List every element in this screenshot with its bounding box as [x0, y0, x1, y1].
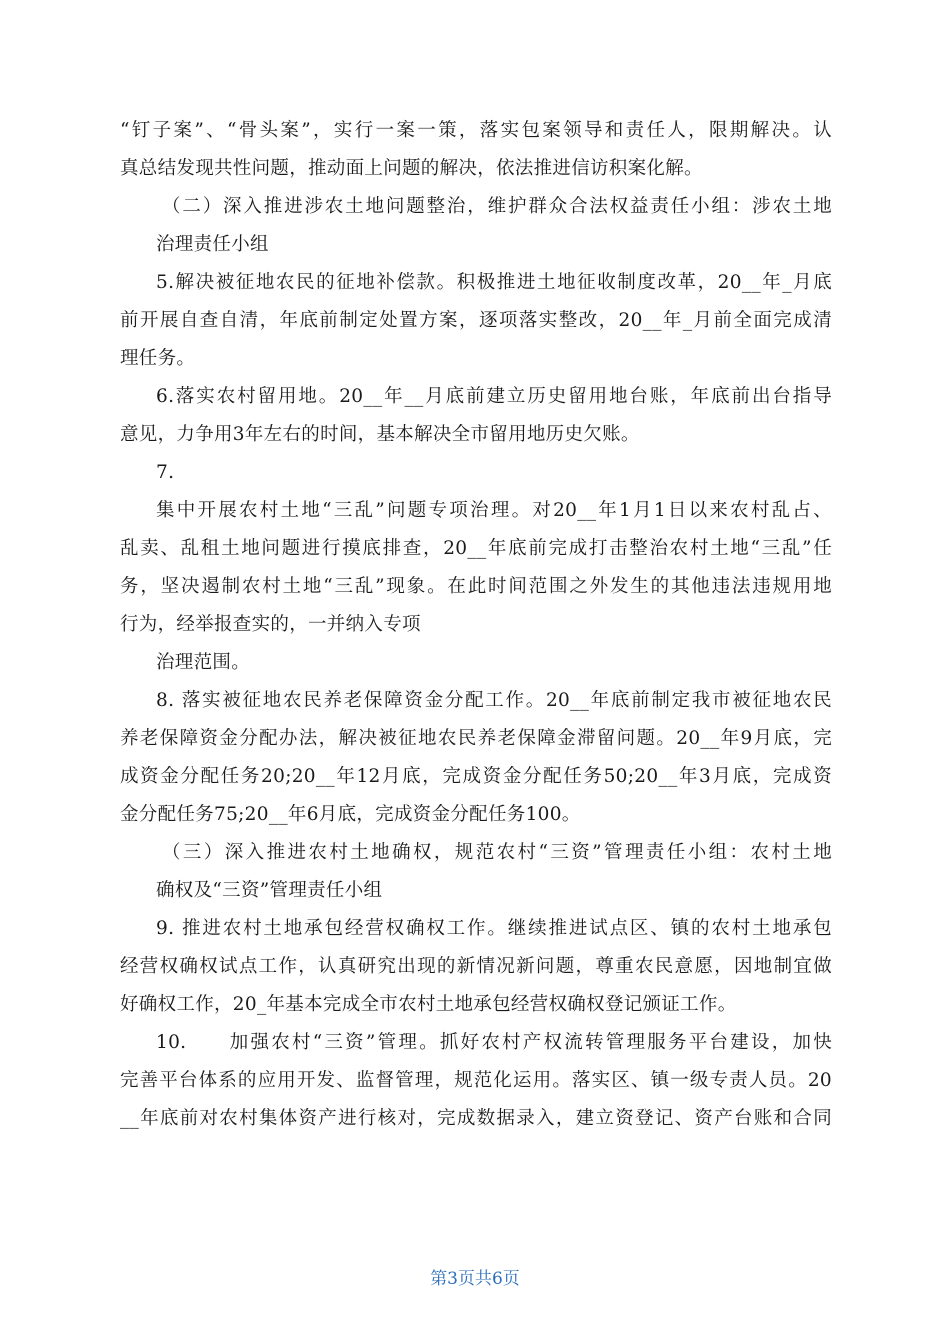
item-7-line-5: 治理范围。: [156, 652, 251, 673]
item-10-line-1: 10. 加强农村“三资”管理。抓好农村产权流转管理服务平台建设，加快: [156, 1032, 832, 1053]
item-5-line-2: 前开展自查自清，年底前制定处置方案，逐项落实整改，20__年_月前全面完成清: [120, 310, 832, 331]
item-5-line-1: 5.解决被征地农民的征地补偿款。积极推进土地征收制度改革，20__年_月底: [156, 272, 832, 293]
item-9-line-2: 经营权确权试点工作，认真研究出现的新情况新问题，尊重农民意愿，因地制宜做: [120, 956, 832, 977]
page-number-footer: 第3页共6页: [430, 1269, 520, 1289]
item-8-line-2: 养老保障资金分配办法，解决被征地农民养老保障金滞留问题。20__年9月底，完: [120, 728, 832, 749]
section-heading-3: （三）深入推进农村土地确权，规范农村“三资”管理责任小组：农村土地: [162, 842, 832, 863]
item-7-line-2: 乱卖、乱租土地问题进行摸底排查，20__年底前完成打击整治农村土地“三乱”任: [120, 538, 832, 559]
item-10-line-2: 完善平台体系的应用开发、监督管理，规范化运用。落实区、镇一级专责人员。20: [120, 1070, 832, 1091]
document-body: [120, 112, 832, 1138]
item-7-line-1: 集中开展农村土地“三乱”问题专项治理。对20__年1月1日以来农村乱占、: [156, 500, 832, 521]
item-8-line-1: 8. 落实被征地农民养老保障资金分配工作。20__年底前制定我市被征地农民: [156, 690, 832, 711]
section-heading-2: （二）深入推进涉农土地问题整治，维护群众合法权益责任小组：涉农土地: [162, 196, 832, 217]
item-7-line-3: 务，坚决遏制农村土地“三乱”现象。在此时间范围之外发生的其他违法违规用地: [120, 576, 832, 597]
item-8-line-4: 金分配任务75;20__年6月底，完成资金分配任务100。: [120, 804, 581, 825]
item-7-line-4: 行为，经举报查实的，一并纳入专项: [120, 614, 421, 635]
item-7-number: 7.: [156, 462, 175, 483]
item-6-line-2: 意见，力争用3年左右的时间，基本解决全市留用地历史欠账。: [120, 424, 640, 445]
item-5-line-3: 理任务。: [120, 348, 196, 369]
section-heading-2-cont: 治理责任小组: [156, 234, 269, 255]
body-line-2: 真总结发现共性问题，推动面上问题的解决，依法推进信访积案化解。: [120, 158, 703, 179]
item-9-line-3: 好确权工作，20_年基本完成全市农村土地承包经营权确权登记颁证工作。: [120, 994, 737, 1015]
body-line-1: “钉子案”、“骨头案”，实行一案一策，落实包案领导和责任人，限期解决。认: [120, 120, 832, 141]
section-heading-3-cont: 确权及“三资”管理责任小组: [156, 880, 383, 901]
item-6-line-1: 6.落实农村留用地。20__年__月底前建立历史留用地台账，年底前出台指导: [156, 386, 832, 407]
item-9-line-1: 9. 推进农村土地承包经营权确权工作。继续推进试点区、镇的农村土地承包: [156, 918, 832, 939]
item-10-line-3: __年底前对农村集体资产进行核对，完成数据录入，建立资登记、资产台账和合同: [120, 1108, 832, 1129]
item-8-line-3: 成资金分配任务20;20__年12月底，完成资金分配任务50;20__年3月底，完成资: [120, 766, 832, 787]
